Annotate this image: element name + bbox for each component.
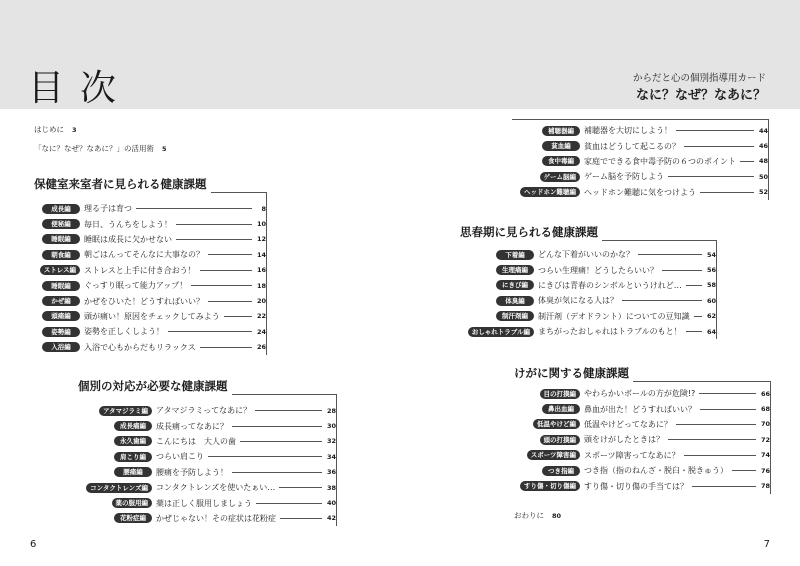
section-puberty bbox=[460, 225, 717, 339]
leader-line bbox=[168, 331, 252, 332]
category-tag: 睡眠編 bbox=[42, 281, 80, 291]
entry-title: かぜじゃない！その症状は花粉症 bbox=[156, 513, 276, 523]
entry-title: 制汗剤（デオドラント）についての豆知識 bbox=[538, 311, 690, 321]
toc-entry[interactable] bbox=[78, 480, 336, 495]
page-number: 76 bbox=[760, 466, 770, 475]
page-number: 10 bbox=[256, 220, 266, 229]
leader-line bbox=[699, 393, 756, 394]
page-number: 74 bbox=[760, 451, 770, 460]
category-tag: 便秘編 bbox=[42, 219, 80, 229]
page-number: 14 bbox=[256, 250, 266, 259]
entry-title: ゲーム脳を予防しよう bbox=[584, 172, 664, 182]
page-number: 26 bbox=[256, 343, 266, 352]
category-tag: 肩こり編 bbox=[114, 452, 152, 462]
leader-line bbox=[694, 316, 702, 317]
entry-title: 朝ごはんってそんなに大事なの？ bbox=[84, 250, 204, 260]
toc-entry[interactable] bbox=[78, 449, 336, 464]
section-title: 個別の対応が必要な健康課題 bbox=[78, 378, 232, 397]
category-tag: 補聴器編 bbox=[542, 126, 580, 136]
toc-entry[interactable] bbox=[514, 448, 770, 463]
entry-title: 頭をけがしたときは？ bbox=[584, 435, 664, 445]
category-tag: 成長編 bbox=[42, 204, 80, 214]
toc-list bbox=[460, 241, 716, 339]
toc-entry[interactable] bbox=[514, 463, 770, 478]
entry-title: 毎日、うんちをしよう！ bbox=[84, 219, 172, 229]
category-tag: すり傷・切り傷編 bbox=[520, 481, 580, 491]
category-tag: 睡眠編 bbox=[42, 234, 80, 244]
leader-line bbox=[240, 441, 322, 442]
toc-entry[interactable] bbox=[34, 247, 266, 262]
entry-title: 家庭でできる食中毒予防の６つのポイント bbox=[584, 156, 736, 166]
outro-page: 80 bbox=[552, 512, 562, 520]
entry-title: アタマジラミってなあに？ bbox=[156, 406, 252, 416]
leader-line bbox=[191, 285, 252, 286]
page-number: 52 bbox=[758, 188, 768, 197]
category-tag: アタマジラミ編 bbox=[99, 406, 152, 416]
toc-entry[interactable] bbox=[78, 511, 336, 526]
page-number: 42 bbox=[326, 514, 336, 523]
entry-title: ヘッドホン難聴に気をつけよう bbox=[584, 187, 696, 197]
category-tag: 花粉症編 bbox=[114, 513, 152, 523]
entry-title: つらい生理痛！どうしたらいい？ bbox=[538, 265, 658, 275]
category-tag: ゲーム脳編 bbox=[540, 172, 581, 182]
entry-title: ぐっすり眠って能力アップ！ bbox=[84, 281, 188, 291]
page-number: 20 bbox=[256, 297, 266, 306]
page-number: 22 bbox=[256, 312, 266, 321]
page-number: 24 bbox=[256, 327, 266, 336]
page-number: 50 bbox=[758, 172, 768, 181]
category-tag: 鼻出血編 bbox=[542, 404, 580, 414]
intro-label: はじめに bbox=[34, 125, 64, 134]
toc-list bbox=[78, 395, 336, 526]
leader-line bbox=[256, 503, 322, 504]
page-number: 72 bbox=[760, 435, 770, 444]
section-injury bbox=[514, 366, 771, 494]
entry-title: 腰痛を予防しよう！ bbox=[156, 467, 228, 477]
toc-entry[interactable] bbox=[78, 495, 336, 510]
toc-list bbox=[512, 120, 768, 200]
page-number: 34 bbox=[326, 452, 336, 461]
entry-title: まちがったおしゃれはトラブルのもと！ bbox=[538, 327, 682, 337]
category-tag: 頭の打撲編 bbox=[540, 435, 581, 445]
toc-entry[interactable] bbox=[512, 154, 768, 169]
category-tag: ヘッドホン難聴編 bbox=[520, 187, 580, 197]
toc-entry[interactable] bbox=[34, 232, 266, 247]
toc-entry[interactable] bbox=[512, 123, 768, 138]
outro-label: おわりに bbox=[514, 511, 544, 520]
leader-line bbox=[740, 161, 754, 162]
entry-title: 頭が痛い！原因をチェックしてみよう bbox=[84, 311, 220, 321]
leader-line bbox=[200, 270, 252, 271]
page-number: 78 bbox=[760, 482, 770, 491]
leader-line bbox=[232, 472, 322, 473]
toc-entry[interactable] bbox=[34, 216, 266, 231]
toc-entry[interactable] bbox=[460, 324, 716, 339]
leader-line bbox=[668, 439, 756, 440]
leader-line bbox=[279, 487, 322, 488]
entry-title: 薬は正しく服用しましょう bbox=[156, 498, 252, 508]
leader-line bbox=[232, 426, 322, 427]
toc-list bbox=[514, 382, 770, 494]
category-tag: スポーツ障害編 bbox=[527, 450, 580, 460]
page-number: 68 bbox=[760, 405, 770, 414]
toc-entry[interactable] bbox=[514, 401, 770, 416]
toc-entry[interactable] bbox=[460, 247, 716, 262]
toc-entry[interactable] bbox=[514, 417, 770, 432]
toc-entry[interactable] bbox=[34, 309, 266, 324]
category-tag: コンタクトレンズ編 bbox=[86, 483, 152, 493]
entry-title: にきびは青春のシンボルというけれど… bbox=[538, 280, 682, 290]
page-number: 48 bbox=[758, 157, 768, 166]
toc-entry[interactable] bbox=[78, 434, 336, 449]
toc-entry[interactable] bbox=[78, 403, 336, 418]
entry-title: こんにちは 大人の歯 bbox=[156, 436, 236, 446]
toc-entry[interactable] bbox=[512, 138, 768, 153]
toc-usage-item[interactable] bbox=[34, 143, 167, 154]
leader-line bbox=[732, 470, 756, 471]
page-number: 44 bbox=[758, 126, 768, 135]
leader-line bbox=[280, 518, 322, 519]
leader-line bbox=[200, 347, 252, 348]
toc-outro-item[interactable] bbox=[514, 510, 561, 521]
page-number: 32 bbox=[326, 437, 336, 446]
toc-entry[interactable] bbox=[34, 263, 266, 278]
category-tag: 貧血編 bbox=[542, 141, 580, 151]
leader-line bbox=[208, 254, 252, 255]
page-title: 目次 bbox=[28, 68, 133, 109]
toc-entry[interactable] bbox=[460, 278, 716, 293]
toc-entry[interactable] bbox=[34, 278, 266, 293]
leader-line bbox=[684, 455, 756, 456]
toc-entry[interactable] bbox=[34, 293, 266, 308]
entry-title: 入浴で心もからだもリラックス bbox=[84, 342, 196, 352]
category-tag: 腰痛編 bbox=[114, 467, 152, 477]
category-tag: 朝食編 bbox=[42, 250, 80, 260]
page-number: 18 bbox=[256, 281, 266, 290]
toc-entry[interactable] bbox=[514, 432, 770, 447]
page-number-right: 7 bbox=[763, 539, 770, 550]
leader-line bbox=[638, 254, 702, 255]
toc-entry[interactable] bbox=[514, 386, 770, 401]
category-tag: ストレス編 bbox=[40, 265, 80, 275]
section-nurse-office bbox=[34, 177, 267, 355]
page-number: 56 bbox=[706, 266, 716, 275]
page-number: 8 bbox=[261, 204, 266, 213]
leader-line bbox=[676, 130, 754, 131]
page-number: 38 bbox=[326, 483, 336, 492]
entry-title: スポーツ障害ってなあに？ bbox=[584, 450, 680, 460]
leader-line bbox=[668, 176, 754, 177]
entry-title: やわらかいボールの方が危険!? bbox=[584, 389, 696, 399]
page-number: 16 bbox=[256, 266, 266, 275]
entry-title: 低温やけどってなあに？ bbox=[584, 419, 672, 429]
category-tag: 姿勢編 bbox=[42, 327, 80, 337]
category-tag: つき指編 bbox=[542, 466, 580, 476]
leader-line bbox=[208, 456, 322, 457]
section-individual bbox=[78, 379, 337, 526]
toc-entry[interactable] bbox=[460, 293, 716, 308]
category-tag: おしゃれトラブル編 bbox=[468, 327, 534, 337]
category-tag: 食中毒編 bbox=[542, 156, 580, 166]
leader-line bbox=[700, 409, 756, 410]
toc-entry[interactable] bbox=[460, 262, 716, 277]
leader-line bbox=[676, 424, 756, 425]
category-tag: 永久歯編 bbox=[114, 436, 152, 446]
page-number: 36 bbox=[326, 468, 336, 477]
entry-title: ストレスと上手に付き合おう！ bbox=[84, 265, 196, 275]
page-number: 58 bbox=[706, 281, 716, 290]
page-number: 46 bbox=[758, 142, 768, 151]
leader-line bbox=[622, 300, 702, 301]
entry-title: すり傷・切り傷の手当ては？ bbox=[584, 481, 688, 491]
intro-page: 3 bbox=[72, 126, 77, 134]
entry-title: 姿勢を正しくしよう！ bbox=[84, 327, 164, 337]
leader-line bbox=[176, 224, 252, 225]
toc-entry[interactable] bbox=[514, 478, 770, 493]
toc-list bbox=[34, 193, 266, 355]
entry-title: 睡眠は成長に欠かせない bbox=[84, 234, 172, 244]
toc-intro-item[interactable] bbox=[34, 124, 77, 135]
leader-line bbox=[684, 146, 754, 147]
section-title: けがに関する健康課題 bbox=[514, 365, 633, 384]
section-title: 思春期に見られる健康課題 bbox=[460, 224, 602, 243]
leader-line bbox=[692, 486, 756, 487]
toc-entry[interactable] bbox=[512, 169, 768, 184]
page-number: 54 bbox=[706, 250, 716, 259]
page-number: 70 bbox=[760, 420, 770, 429]
leader-line bbox=[662, 270, 702, 271]
entry-title: どんな下着がいいのかな？ bbox=[538, 250, 634, 260]
toc-entry[interactable] bbox=[34, 201, 266, 216]
leader-line bbox=[208, 301, 252, 302]
section-title: 保健室来室者に見られる健康課題 bbox=[34, 176, 211, 195]
entry-title: 体臭が気になる人は？ bbox=[538, 296, 618, 306]
leader-line bbox=[176, 239, 252, 240]
category-tag: 成長痛編 bbox=[114, 421, 152, 431]
leader-line bbox=[136, 208, 252, 209]
page-number: 12 bbox=[256, 235, 266, 244]
leader-line bbox=[224, 316, 252, 317]
toc-entry[interactable] bbox=[460, 309, 716, 324]
toc-entry[interactable] bbox=[34, 324, 266, 339]
page-number: 66 bbox=[760, 389, 770, 398]
toc-entry[interactable] bbox=[512, 185, 768, 200]
page-number: 64 bbox=[706, 327, 716, 336]
category-tag: 体臭編 bbox=[496, 296, 534, 306]
category-tag: 生理痛編 bbox=[496, 265, 534, 275]
leader-line bbox=[686, 285, 702, 286]
series-title: なに？なぜ？なあに？ bbox=[635, 88, 766, 103]
entry-title: コンタクトレンズを使いたぁい… bbox=[156, 483, 276, 493]
entry-title: 理る子は育つ bbox=[84, 204, 132, 214]
leader-line bbox=[255, 410, 322, 411]
category-tag: にきび編 bbox=[496, 280, 534, 290]
entry-title: 貧血はどうして起こるの？ bbox=[584, 141, 680, 151]
page-number: 30 bbox=[326, 422, 336, 431]
entry-title: つき指（指のねんざ・脱臼・脱きゅう） bbox=[584, 466, 728, 476]
entry-title: 補聴器を大切にしよう！ bbox=[584, 126, 672, 136]
page-number: 60 bbox=[706, 296, 716, 305]
usage-label: 「なに？なぜ？なあに？」の活用術 bbox=[34, 144, 154, 153]
category-tag: 制汗剤編 bbox=[496, 311, 534, 321]
toc-entry[interactable] bbox=[34, 340, 266, 355]
category-tag: 入浴編 bbox=[42, 342, 80, 352]
toc-entry[interactable] bbox=[78, 418, 336, 433]
category-tag: 薬の服用編 bbox=[112, 498, 153, 508]
toc-entry[interactable] bbox=[78, 465, 336, 480]
category-tag: 目の打撲編 bbox=[540, 389, 581, 399]
leader-line bbox=[700, 192, 754, 193]
page-number: 62 bbox=[706, 312, 716, 321]
page-number: 28 bbox=[326, 406, 336, 415]
page-number: 40 bbox=[326, 499, 336, 508]
category-tag: かぜ編 bbox=[42, 296, 80, 306]
category-tag: 下着編 bbox=[496, 250, 534, 260]
category-tag: 低温やけど編 bbox=[533, 419, 580, 429]
series-subtitle: からだと心の個別指導用カード bbox=[632, 73, 766, 84]
entry-title: つらい肩こり bbox=[156, 452, 204, 462]
entry-title: 鼻血が出た！どうすればいい？ bbox=[584, 404, 696, 414]
leader-line bbox=[686, 331, 702, 332]
category-tag: 頭痛編 bbox=[42, 311, 80, 321]
entry-title: 成長痛ってなあに？ bbox=[156, 421, 228, 431]
usage-page: 5 bbox=[162, 145, 167, 153]
page-number-left: 6 bbox=[30, 539, 37, 550]
entry-title: かぜをひいた！どうすればいい？ bbox=[84, 296, 204, 306]
section-continued bbox=[512, 119, 769, 200]
